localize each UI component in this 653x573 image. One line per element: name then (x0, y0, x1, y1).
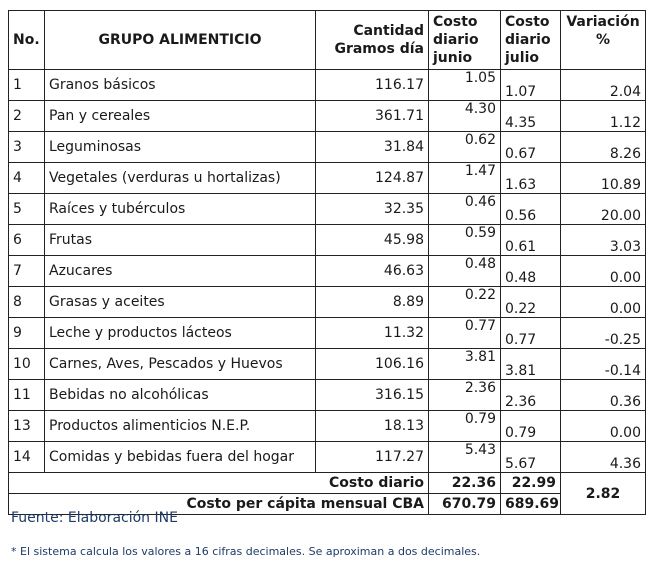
table-body (9, 70, 646, 515)
row-julio: 0.48 (501, 256, 561, 287)
row-julio: 2.36 (501, 380, 561, 411)
row-junio: 0.79 (429, 411, 501, 442)
row-cantidad: 46.63 (316, 256, 429, 287)
row-no: 10 (9, 349, 45, 380)
header-variacion (561, 11, 646, 70)
row-cantidad: 32.35 (316, 194, 429, 225)
header-junio-line3: junio (433, 50, 473, 66)
row-julio: 0.22 (501, 287, 561, 318)
row-grupo: Raíces y tubérculos (45, 194, 316, 225)
header-julio-line1: Costo (505, 14, 550, 30)
row-variacion: -0.14 (561, 349, 646, 380)
row-julio: 1.07 (501, 70, 561, 101)
row-no: 7 (9, 256, 45, 287)
row-variacion: 0.00 (561, 411, 646, 442)
row-cantidad: 316.15 (316, 380, 429, 411)
row-julio: 3.81 (501, 349, 561, 380)
table-row (9, 163, 646, 194)
table-row (9, 287, 646, 318)
row-grupo: Grasas y aceites (45, 287, 316, 318)
header-julio-line3: julio (505, 50, 539, 66)
row-grupo: Frutas (45, 225, 316, 256)
row-no: 14 (9, 442, 45, 473)
table-row (9, 380, 646, 411)
row-variacion: 4.36 (561, 442, 646, 473)
row-variacion: -0.25 (561, 318, 646, 349)
row-julio: 5.67 (501, 442, 561, 473)
cba-cost-table (8, 10, 646, 515)
row-grupo: Comidas y bebidas fuera del hogar (45, 442, 316, 473)
header-cantidad (316, 11, 429, 70)
row-variacion: 0.00 (561, 256, 646, 287)
costo-diario-julio: 22.99 (501, 473, 561, 494)
row-cantidad: 18.13 (316, 411, 429, 442)
row-cantidad: 361.71 (316, 101, 429, 132)
header-grupo: GRUPO ALIMENTICIO (45, 11, 316, 70)
row-cantidad: 11.32 (316, 318, 429, 349)
row-variacion: 0.00 (561, 287, 646, 318)
row-julio: 4.35 (501, 101, 561, 132)
row-junio: 1.47 (429, 163, 501, 194)
row-cantidad: 124.87 (316, 163, 429, 194)
row-cantidad: 45.98 (316, 225, 429, 256)
row-julio: 0.67 (501, 132, 561, 163)
row-variacion: 20.00 (561, 194, 646, 225)
row-junio: 0.48 (429, 256, 501, 287)
table-row (9, 70, 646, 101)
table-row (9, 101, 646, 132)
row-variacion: 1.12 (561, 101, 646, 132)
costo-diario-label: Costo diario (9, 473, 429, 494)
header-variacion-line1: Variación (566, 14, 640, 30)
header-junio-line2: diario (433, 32, 479, 48)
row-cantidad: 117.27 (316, 442, 429, 473)
row-grupo: Pan y cereales (45, 101, 316, 132)
row-grupo: Granos básicos (45, 70, 316, 101)
row-julio: 0.56 (501, 194, 561, 225)
mensual-julio: 689.69 (501, 494, 561, 515)
row-julio: 0.61 (501, 225, 561, 256)
row-junio: 4.30 (429, 101, 501, 132)
mensual-label: Costo per cápita mensual CBA (9, 494, 429, 515)
row-grupo: Leguminosas (45, 132, 316, 163)
row-cantidad: 31.84 (316, 132, 429, 163)
row-junio: 0.46 (429, 194, 501, 225)
row-no: 2 (9, 101, 45, 132)
header-cantidad-line1: Cantidad (353, 23, 424, 39)
table-row (9, 318, 646, 349)
mensual-junio: 670.79 (429, 494, 501, 515)
row-junio: 3.81 (429, 349, 501, 380)
row-cantidad: 106.16 (316, 349, 429, 380)
row-no: 5 (9, 194, 45, 225)
row-variacion: 2.04 (561, 70, 646, 101)
row-no: 3 (9, 132, 45, 163)
row-variacion: 10.89 (561, 163, 646, 194)
row-junio: 0.62 (429, 132, 501, 163)
row-grupo: Bebidas no alcohólicas (45, 380, 316, 411)
row-grupo: Carnes, Aves, Pescados y Huevos (45, 349, 316, 380)
header-junio-line1: Costo (433, 14, 478, 30)
table-row (9, 442, 646, 473)
table-row (9, 225, 646, 256)
table-row (9, 349, 646, 380)
header-junio (429, 11, 501, 70)
row-variacion: 0.36 (561, 380, 646, 411)
row-no: 8 (9, 287, 45, 318)
row-no: 1 (9, 70, 45, 101)
row-cantidad: 8.89 (316, 287, 429, 318)
row-junio: 5.43 (429, 442, 501, 473)
row-junio: 0.22 (429, 287, 501, 318)
header-julio-line2: diario (505, 32, 551, 48)
header-variacion-line2: % (595, 32, 611, 48)
table-row (9, 411, 646, 442)
row-junio: 2.36 (429, 380, 501, 411)
table-row (9, 256, 646, 287)
summary-variacion: 2.82 (561, 473, 646, 515)
row-no: 13 (9, 411, 45, 442)
header-row (9, 11, 646, 70)
summary-row-costo-diario (9, 473, 646, 494)
row-grupo: Vegetales (verduras u hortalizas) (45, 163, 316, 194)
row-variacion: 3.03 (561, 225, 646, 256)
row-grupo: Leche y productos lácteos (45, 318, 316, 349)
costo-diario-junio: 22.36 (429, 473, 501, 494)
footnote-text: * El sistema calcula los valores a 16 cifras decimales. Se aproximan a dos decimales. (11, 545, 481, 558)
row-cantidad: 116.17 (316, 70, 429, 101)
row-no: 9 (9, 318, 45, 349)
header-cantidad-line2: Gramos día (334, 41, 424, 57)
row-junio: 0.59 (429, 225, 501, 256)
row-grupo: Azucares (45, 256, 316, 287)
row-julio: 0.77 (501, 318, 561, 349)
row-julio: 0.79 (501, 411, 561, 442)
row-no: 4 (9, 163, 45, 194)
row-grupo: Productos alimenticios N.E.P. (45, 411, 316, 442)
row-no: 11 (9, 380, 45, 411)
row-julio: 1.63 (501, 163, 561, 194)
table-row (9, 132, 646, 163)
source-text: Fuente: Elaboración INE (11, 510, 178, 526)
table-row (9, 194, 646, 225)
row-junio: 0.77 (429, 318, 501, 349)
row-no: 6 (9, 225, 45, 256)
row-variacion: 8.26 (561, 132, 646, 163)
header-julio (501, 11, 561, 70)
row-junio: 1.05 (429, 70, 501, 101)
header-no: No. (9, 11, 45, 70)
